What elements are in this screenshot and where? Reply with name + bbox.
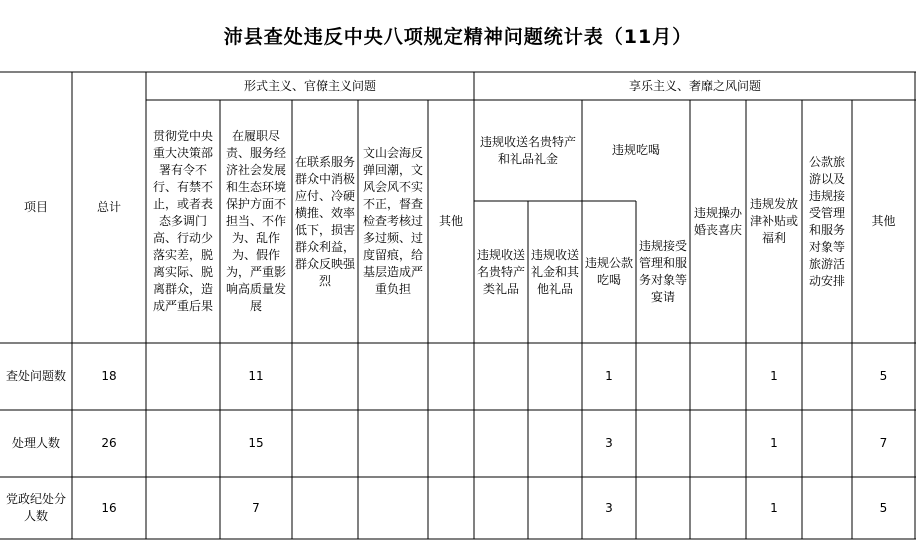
- row-formalism-2: 7: [252, 500, 260, 515]
- page-title: 沛县查处违反中央八项规定精神问题统计表（11月）: [223, 26, 693, 48]
- row-eat-a: 3: [605, 500, 613, 515]
- row-formalism-2: 15: [248, 436, 264, 450]
- header-eat-b: 违规接受管理和服务对象等宴请: [639, 239, 688, 304]
- row-subsidy: 1: [770, 369, 778, 383]
- header-gift: 违规收送名贵特产和礼品礼金: [479, 134, 576, 166]
- row-total: 18: [101, 369, 117, 383]
- header-travel: 公款旅游以及违规接受管理和服务对象等旅游活动安排: [808, 154, 845, 288]
- row-formalism-2: 11: [248, 369, 264, 383]
- row-total: 16: [101, 500, 117, 515]
- header-gift-b: 违规收送礼金和其他礼品: [531, 247, 580, 296]
- row-label: 处理人数: [11, 436, 60, 450]
- row-hedonism-other: 5: [879, 369, 888, 383]
- row-total: 26: [101, 436, 117, 450]
- header-formalism-4: 文山会海反弹回潮，文风会风不实不正，督查检查考核过多过频、过度留痕，给基层造成严重负担: [362, 146, 423, 296]
- header-group-hedonism: 享乐主义、奢靡之风问题: [628, 78, 761, 93]
- row-label: 查处问题数: [5, 369, 66, 383]
- header-formalism-other: 其他: [438, 214, 463, 228]
- row-eat-a: 1: [605, 369, 613, 383]
- header-total: 总计: [96, 200, 121, 214]
- header-eat-a: 违规公款吃喝: [585, 256, 634, 287]
- header-formalism-3: 在联系服务群众中消极应付、冷硬横推、效率低下，损害群众利益，群众反映强烈: [295, 154, 356, 288]
- row-eat-a: 3: [605, 436, 613, 450]
- header-eat: 违规吃喝: [611, 143, 660, 157]
- header-item: 项目: [23, 200, 48, 214]
- header-subsidy: 违规发放津补贴或福利: [749, 197, 798, 245]
- row-subsidy: 1: [770, 436, 778, 450]
- header-hedonism-other: 其他: [871, 214, 896, 228]
- header-formalism-1: 贯彻党中央重大决策部署有令不行、有禁不止，或者表态多调门高、行动少落实差，脱离实际、脱离群众，造成严重后果: [152, 129, 213, 313]
- row-hedonism-other: 7: [879, 436, 888, 450]
- header-formalism-2: 在履职尽责、服务经济社会发展和生态环境保护方面不担当、不作为、乱作为、假作为，严重影响高质量发展: [225, 129, 286, 313]
- header-gift-a: 违规收送名贵特产类礼品: [477, 247, 526, 296]
- row-hedonism-other: 5: [879, 500, 888, 515]
- row-subsidy: 1: [770, 500, 778, 515]
- row-label: 党政纪处分人数: [5, 492, 66, 523]
- header-group-formalism: 形式主义、官僚主义问题: [243, 78, 376, 93]
- header-wedding: 违规操办婚丧喜庆: [693, 205, 742, 237]
